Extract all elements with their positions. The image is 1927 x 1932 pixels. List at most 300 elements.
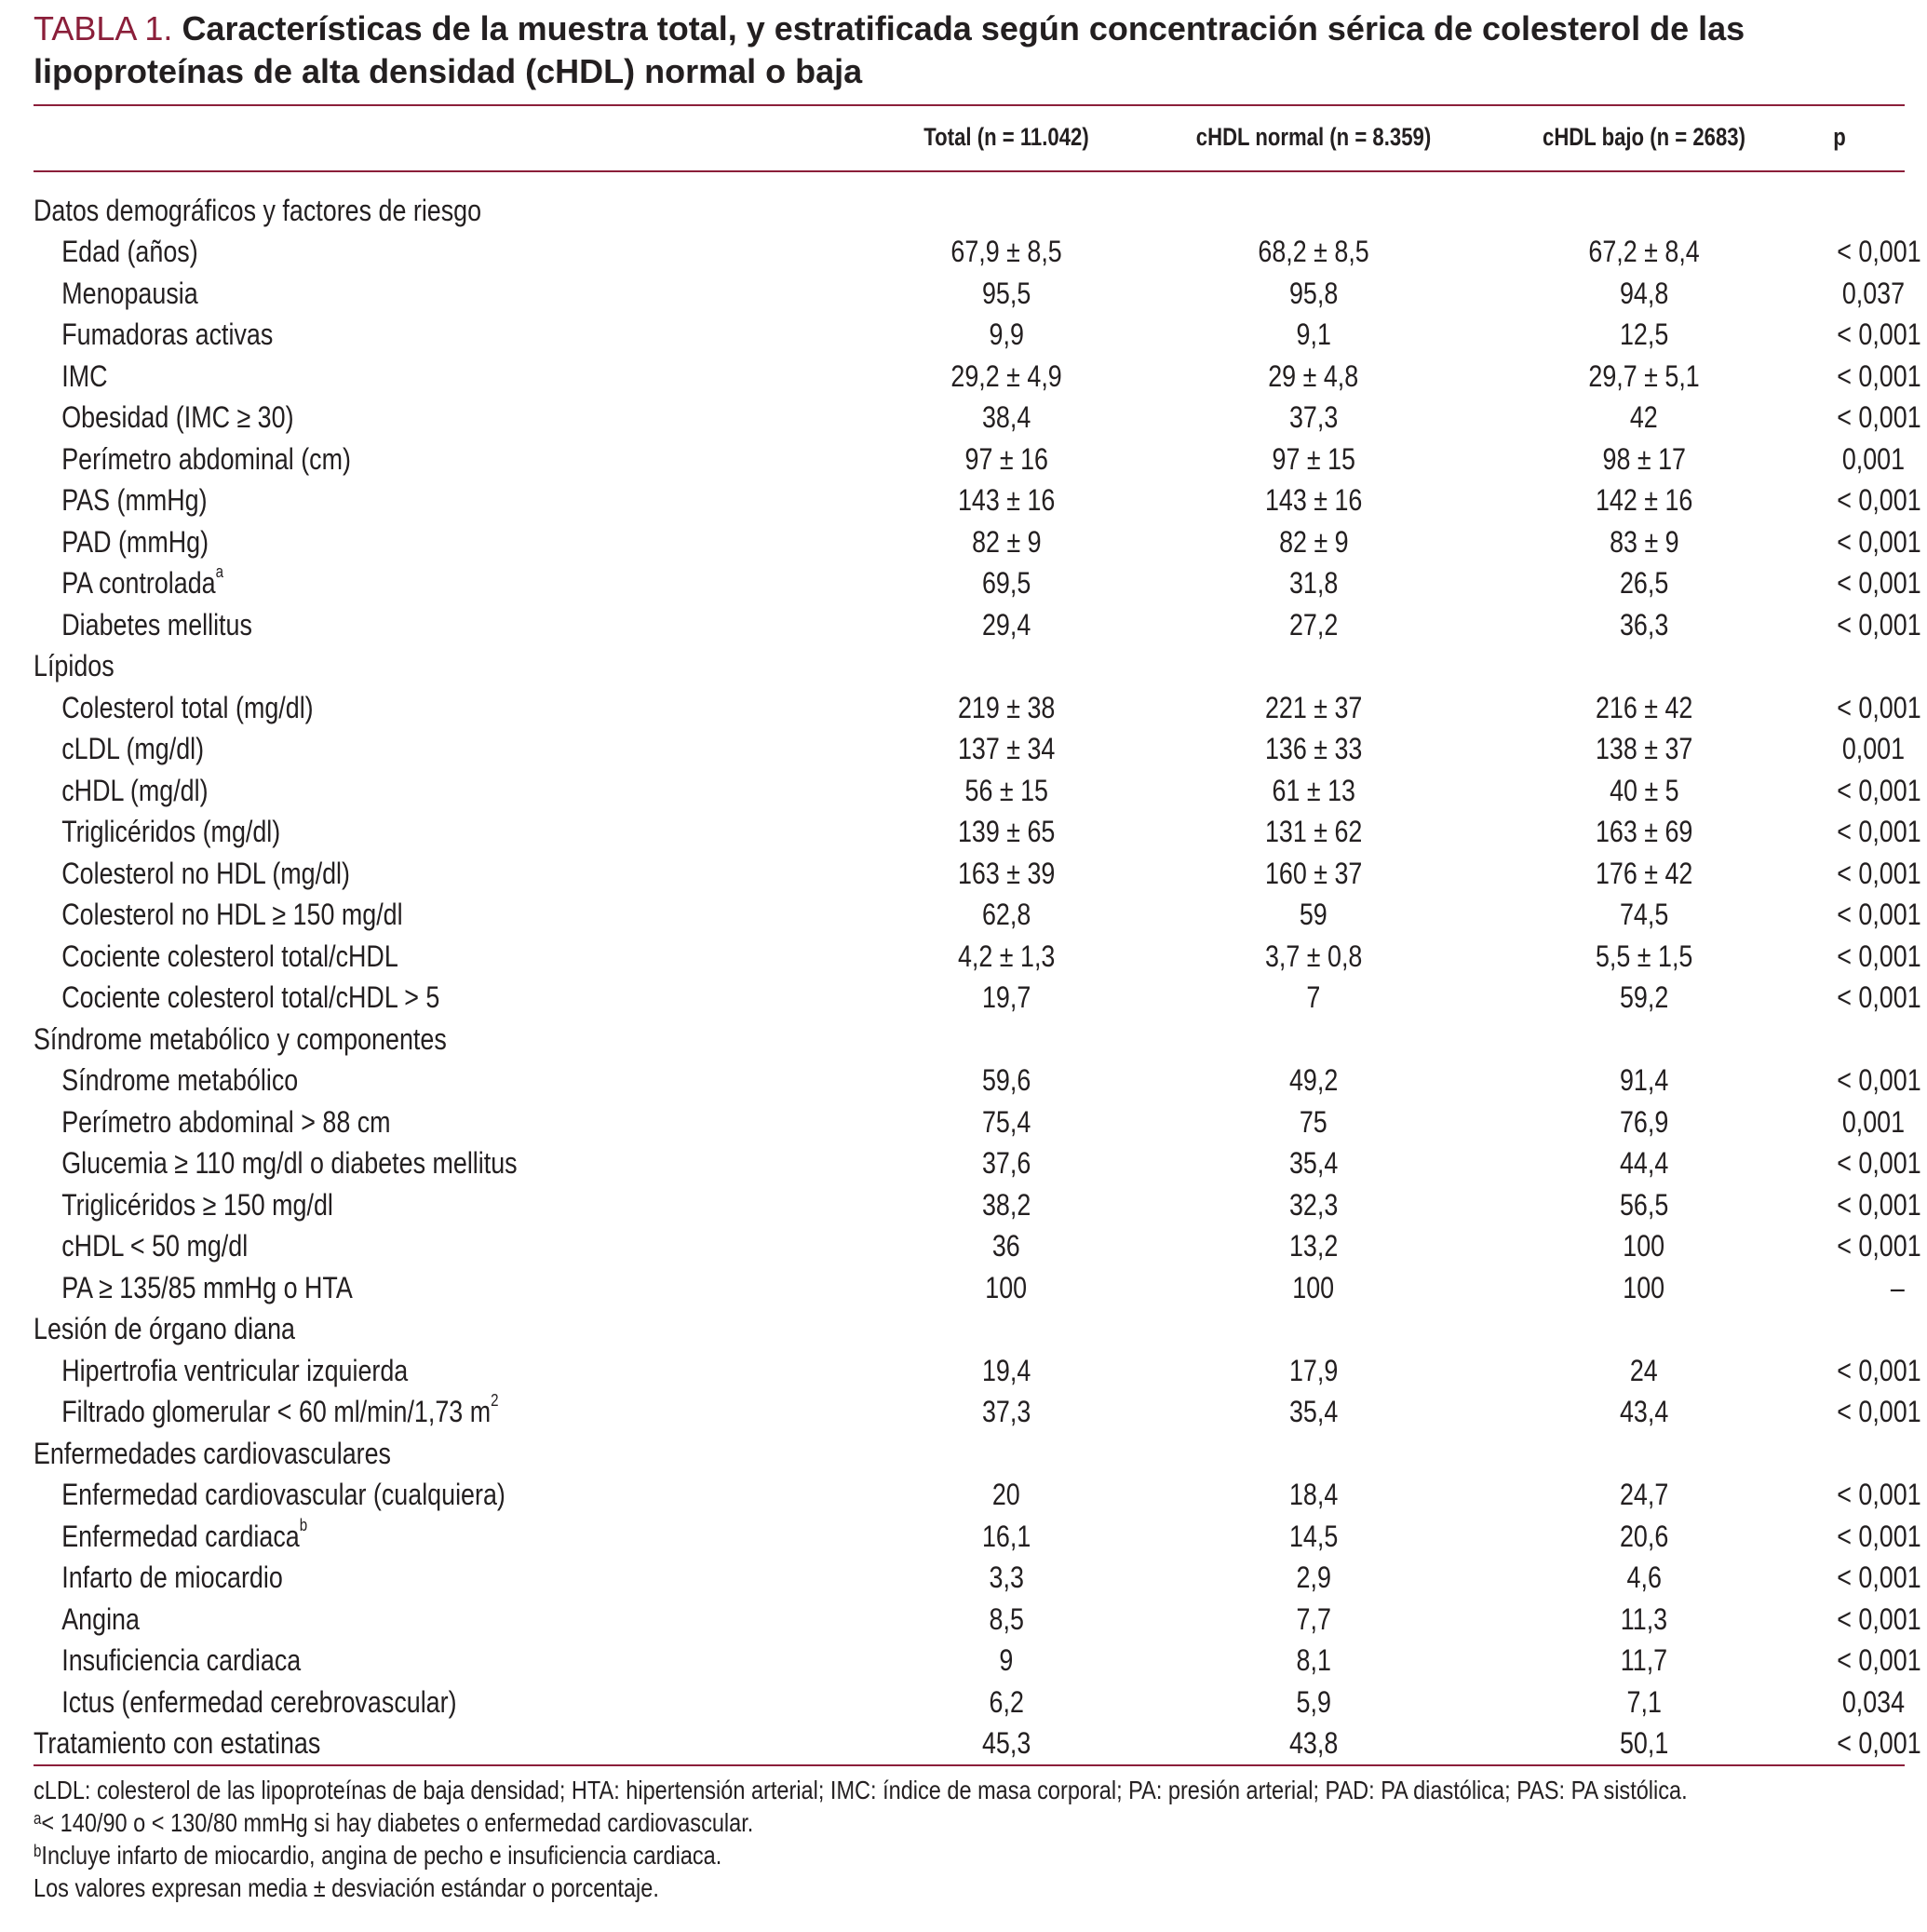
- cell-p: [1821, 1516, 1921, 1558]
- cell-p: [1821, 1599, 1921, 1641]
- cell-low-value: 76,9: [1619, 1104, 1669, 1139]
- row-label-cell: [34, 770, 853, 812]
- label-text: Fumadoras activas: [61, 317, 274, 352]
- cell-low: [1467, 398, 1821, 439]
- cell-normal: [1160, 812, 1467, 854]
- cell-total: [853, 1599, 1160, 1641]
- cell-total: [853, 1516, 1160, 1558]
- footnotes: [34, 1774, 1905, 1904]
- cell-total: [853, 521, 1160, 563]
- table-row: [34, 1558, 1905, 1600]
- cell-p: [1821, 853, 1921, 895]
- cell-normal: [1160, 770, 1467, 812]
- label-text: Triglicéridos (mg/dl): [61, 815, 281, 849]
- row-label-cell: [34, 356, 853, 398]
- cell-total-value: 82 ± 9: [971, 524, 1042, 559]
- cell-p-value: < 0,001: [1837, 1229, 1921, 1263]
- cell-normal-value: 43,8: [1288, 1726, 1339, 1761]
- cell-total-value: 20: [992, 1478, 1020, 1512]
- label-text: Enfermedades cardiovasculares: [34, 1436, 391, 1470]
- cell-p-value: < 0,001: [1837, 1519, 1921, 1553]
- cell-normal-value: 31,8: [1288, 566, 1339, 601]
- cell-normal: [1160, 521, 1467, 563]
- table-row: [34, 687, 1905, 729]
- column-header-low: cHDL bajo (n = 2683): [1543, 123, 1745, 151]
- cell-total: [853, 1184, 1160, 1226]
- cell-p-value: < 0,001: [1837, 400, 1921, 435]
- table-row: [34, 1350, 1905, 1392]
- table-row: [34, 1184, 1905, 1226]
- row-label-cell: [34, 1599, 853, 1641]
- cell-low: [1467, 770, 1821, 812]
- section-row: [34, 1019, 1905, 1061]
- cell-p-value: < 0,001: [1837, 980, 1921, 1015]
- cell-normal-value: 59: [1300, 898, 1327, 932]
- cell-normal-value: 7,7: [1296, 1601, 1331, 1636]
- cell-normal: [1160, 1723, 1467, 1765]
- section-row: [34, 1723, 1905, 1765]
- cell-normal-value: 95,8: [1288, 276, 1339, 310]
- label-text: Angina: [61, 1601, 140, 1636]
- label-text: Hipertrofia ventricular izquierda: [61, 1353, 409, 1387]
- cell-low: [1467, 1558, 1821, 1600]
- cell-normal-value: 100: [1292, 1270, 1335, 1304]
- row-label: [34, 1515, 308, 1554]
- cell-low: [1467, 1723, 1821, 1765]
- cell-normal: [1160, 563, 1467, 605]
- section-row: [34, 190, 1905, 232]
- row-label: [34, 525, 209, 560]
- cell-normal-value: 2,9: [1296, 1560, 1331, 1595]
- cell-total-value: 8,5: [989, 1601, 1024, 1636]
- row-label-cell: [34, 1061, 853, 1102]
- section-label: [34, 194, 481, 228]
- cell-normal: [1160, 1226, 1467, 1268]
- cell-p: [1821, 1101, 1905, 1143]
- cell-normal-value: 75: [1300, 1104, 1327, 1139]
- cell-low-value: 56,5: [1619, 1187, 1669, 1222]
- table-row: [34, 936, 1905, 978]
- cell-low: [1467, 1061, 1821, 1102]
- row-label: [34, 1560, 283, 1595]
- label-text: cHDL < 50 mg/dl: [61, 1229, 249, 1263]
- label-text: Ictus (enfermedad cerebrovascular): [61, 1684, 457, 1719]
- cell-low: [1467, 190, 1821, 232]
- cell-low: [1467, 1309, 1821, 1351]
- row-label-cell: [34, 1226, 853, 1268]
- cell-p: [1821, 1143, 1921, 1185]
- cell-normal: [1160, 1475, 1467, 1517]
- cell-total: [853, 729, 1160, 771]
- cell-normal: [1160, 1433, 1467, 1475]
- cell-normal-value: 7: [1306, 980, 1321, 1015]
- cell-total-value: 19,7: [981, 980, 1031, 1015]
- cell-total: [853, 1101, 1160, 1143]
- cell-p-value: 0,037: [1841, 276, 1905, 310]
- header-rule: [34, 170, 1905, 172]
- cell-p: [1821, 604, 1921, 646]
- cell-p-value: < 0,001: [1837, 1478, 1921, 1512]
- row-label-cell: [34, 521, 853, 563]
- cell-normal: [1160, 232, 1467, 274]
- cell-p-value: < 0,001: [1837, 815, 1921, 849]
- footnote-a-mark: a: [34, 1809, 42, 1828]
- label-superscript: a: [215, 562, 224, 582]
- row-label-cell: [34, 439, 853, 480]
- cell-total-value: 37,3: [981, 1395, 1031, 1429]
- row-label-cell: [34, 1641, 853, 1682]
- cell-low-value: 43,4: [1619, 1395, 1669, 1429]
- row-label: [34, 562, 224, 601]
- cell-normal: [1160, 480, 1467, 522]
- cell-low-value: 100: [1623, 1229, 1665, 1263]
- row-label-cell: [34, 1143, 853, 1185]
- cell-total: [853, 646, 1160, 688]
- cell-total: [853, 978, 1160, 1020]
- cell-low: [1467, 1143, 1821, 1185]
- cell-p: [1821, 232, 1921, 274]
- table-row: [34, 770, 1905, 812]
- label-text: Glucemia ≥ 110 mg/dl o diabetes mellitus: [61, 1146, 518, 1181]
- table-row: [34, 1226, 1905, 1268]
- row-label: [34, 1105, 391, 1140]
- cell-total: [853, 687, 1160, 729]
- cell-low: [1467, 1682, 1821, 1723]
- cell-normal-value: 221 ± 37: [1264, 690, 1363, 724]
- cell-total: [853, 1267, 1160, 1309]
- cell-total-value: 29,2 ± 4,9: [950, 358, 1062, 393]
- cell-low: [1467, 1184, 1821, 1226]
- row-label: [34, 1271, 353, 1305]
- table-row: [34, 1516, 1905, 1558]
- cell-low: [1467, 315, 1821, 357]
- cell-normal-value: 61 ± 13: [1272, 773, 1355, 807]
- cell-p: [1821, 687, 1921, 729]
- table-row: [34, 1641, 1905, 1682]
- cell-low-value: 5,5 ± 1,5: [1595, 939, 1693, 973]
- cell-p-value: < 0,001: [1837, 235, 1921, 269]
- cell-p: [1821, 1267, 1905, 1309]
- cell-normal: [1160, 895, 1467, 937]
- cell-total-value: 163 ± 39: [957, 856, 1056, 890]
- section-label-cell: [34, 190, 853, 232]
- section-label-cell: [34, 1309, 853, 1351]
- table-row: [34, 729, 1905, 771]
- cell-total: [853, 812, 1160, 854]
- cell-normal: [1160, 1019, 1467, 1061]
- label-text: Tratamiento con estatinas: [34, 1726, 321, 1761]
- label-text: Lesión de órgano diana: [34, 1312, 295, 1346]
- cell-total: [853, 439, 1160, 480]
- cell-low: [1467, 1019, 1821, 1061]
- cell-total-value: 69,5: [981, 566, 1031, 601]
- cell-low: [1467, 1641, 1821, 1682]
- footnote-b-mark: b: [34, 1842, 42, 1860]
- label-text: Lípidos: [34, 649, 115, 683]
- cell-low-value: 11,7: [1620, 1643, 1668, 1678]
- cell-p: [1821, 936, 1921, 978]
- cell-low-value: 83 ± 9: [1609, 524, 1679, 559]
- cell-low: [1467, 895, 1821, 937]
- cell-p: [1821, 1392, 1921, 1434]
- cell-low: [1467, 646, 1821, 688]
- table-row: [34, 563, 1905, 605]
- cell-normal-value: 8,1: [1296, 1643, 1331, 1678]
- cell-low: [1467, 1226, 1821, 1268]
- top-rule: [34, 104, 1905, 106]
- cell-total-value: 139 ± 65: [957, 815, 1056, 849]
- cell-normal: [1160, 1143, 1467, 1185]
- cell-low-value: 36,3: [1619, 607, 1669, 642]
- cell-low-value: 11,3: [1620, 1601, 1668, 1636]
- cell-p-value: < 0,001: [1837, 358, 1921, 393]
- footnote-b-text: Incluye infarto de miocardio, angina de pecho e insuficiencia cardiaca.: [41, 1841, 722, 1870]
- cell-p: [1821, 1433, 1905, 1475]
- cell-low-value: 138 ± 37: [1595, 732, 1693, 766]
- column-header-total: Total (n = 11.042): [923, 123, 1089, 151]
- table-row: [34, 315, 1905, 357]
- cell-low-value: 24,7: [1619, 1478, 1669, 1512]
- cell-p: [1821, 563, 1921, 605]
- cell-p-value: 0,001: [1841, 441, 1905, 476]
- cell-p-value: < 0,001: [1837, 898, 1921, 932]
- row-label-cell: [34, 1558, 853, 1600]
- cell-low-value: 100: [1623, 1270, 1665, 1304]
- row-label: [34, 1685, 457, 1720]
- cell-normal-value: 131 ± 62: [1264, 815, 1363, 849]
- table-row: [34, 604, 1905, 646]
- cell-normal: [1160, 1267, 1467, 1309]
- cell-total: [853, 1433, 1160, 1475]
- cell-low-value: 74,5: [1619, 898, 1669, 932]
- cell-p-value: –: [1891, 1270, 1905, 1304]
- cell-total: [853, 563, 1160, 605]
- table-row: [34, 895, 1905, 937]
- cell-total-value: 38,2: [981, 1187, 1031, 1222]
- label-superscript: 2: [491, 1391, 499, 1411]
- cell-normal-value: 13,2: [1288, 1229, 1339, 1263]
- cell-low: [1467, 853, 1821, 895]
- cell-low-value: 59,2: [1619, 980, 1669, 1015]
- cell-p: [1821, 356, 1921, 398]
- row-label: [34, 235, 198, 269]
- label-text: PA controlada: [61, 566, 216, 601]
- cell-low: [1467, 1267, 1821, 1309]
- cell-normal: [1160, 1061, 1467, 1102]
- row-label: [34, 857, 350, 891]
- label-text: Enfermedad cardiovascular (cualquiera): [61, 1478, 505, 1512]
- table-row: [34, 812, 1905, 854]
- cell-low-value: 176 ± 42: [1595, 856, 1693, 890]
- cell-p: [1821, 1350, 1921, 1392]
- cell-p: [1821, 190, 1905, 232]
- cell-p-value: < 0,001: [1837, 1063, 1921, 1098]
- table-row: [34, 1143, 1905, 1185]
- row-label: [34, 691, 314, 725]
- cell-low-value: 44,4: [1619, 1146, 1669, 1181]
- row-label-cell: [34, 232, 853, 274]
- cell-total: [853, 770, 1160, 812]
- table-body: [34, 190, 1921, 1764]
- cell-total: [853, 232, 1160, 274]
- cell-total-value: 67,9 ± 8,5: [950, 235, 1062, 269]
- column-header-p: p: [1833, 123, 1846, 151]
- row-label: [34, 608, 252, 642]
- cell-normal: [1160, 190, 1467, 232]
- cell-p: [1821, 895, 1921, 937]
- cell-low-value: 26,5: [1619, 566, 1669, 601]
- row-label: [34, 359, 108, 394]
- table-row: [34, 1267, 1905, 1309]
- cell-normal: [1160, 273, 1467, 315]
- row-label: [34, 980, 439, 1015]
- cell-total: [853, 936, 1160, 978]
- row-label-cell: [34, 936, 853, 978]
- cell-p-value: < 0,001: [1837, 1726, 1921, 1761]
- cell-p: [1821, 1558, 1921, 1600]
- cell-total: [853, 1682, 1160, 1723]
- section-label: [34, 1726, 320, 1761]
- cell-total: [853, 1226, 1160, 1268]
- row-label-cell: [34, 563, 853, 605]
- row-label: [34, 732, 204, 766]
- label-text: PAS (mmHg): [61, 483, 208, 518]
- table-row: [34, 398, 1905, 439]
- row-label: [34, 774, 209, 808]
- row-label: [34, 277, 198, 311]
- cell-p-value: < 0,001: [1837, 1395, 1921, 1429]
- label-text: Síndrome metabólico y componentes: [34, 1021, 447, 1056]
- row-label-cell: [34, 812, 853, 854]
- label-text: Colesterol total (mg/dl): [61, 690, 314, 724]
- cell-p: [1821, 1019, 1905, 1061]
- cell-total: [853, 1019, 1160, 1061]
- footnote-a: [34, 1806, 1605, 1839]
- row-label: [34, 483, 208, 518]
- cell-normal: [1160, 1599, 1467, 1641]
- row-label-cell: [34, 1682, 853, 1723]
- row-label: [34, 1643, 301, 1678]
- cell-low: [1467, 604, 1821, 646]
- cell-low-value: 7,1: [1626, 1684, 1662, 1719]
- label-text: Cociente colesterol total/cHDL: [61, 939, 398, 973]
- cell-low-value: 24: [1630, 1353, 1658, 1387]
- cell-low-value: 98 ± 17: [1602, 441, 1686, 476]
- row-label-cell: [34, 1392, 853, 1434]
- table-row: [34, 1101, 1905, 1143]
- cell-low: [1467, 1516, 1821, 1558]
- row-label-cell: [34, 687, 853, 729]
- cell-total: [853, 1558, 1160, 1600]
- cell-low-value: 29,7 ± 5,1: [1588, 358, 1700, 393]
- cell-normal: [1160, 1641, 1467, 1682]
- cell-low-value: 94,8: [1619, 276, 1669, 310]
- cell-total-value: 9,9: [989, 317, 1024, 352]
- cell-normal: [1160, 398, 1467, 439]
- cell-total-value: 97 ± 16: [964, 441, 1048, 476]
- cell-p-value: < 0,001: [1837, 566, 1921, 601]
- label-text: Obesidad (IMC ≥ 30): [61, 400, 294, 435]
- cell-low: [1467, 1599, 1821, 1641]
- table-row: [34, 1599, 1905, 1641]
- cell-p: [1821, 978, 1921, 1020]
- cell-normal: [1160, 1682, 1467, 1723]
- table-row: [34, 853, 1905, 895]
- cell-low: [1467, 1475, 1821, 1517]
- row-label-cell: [34, 273, 853, 315]
- row-label-cell: [34, 978, 853, 1020]
- footnote-b: [34, 1839, 1605, 1871]
- cell-p: [1821, 729, 1905, 771]
- cell-normal-value: 5,9: [1296, 1684, 1331, 1719]
- cell-p-value: < 0,001: [1837, 317, 1921, 352]
- cell-normal: [1160, 936, 1467, 978]
- cell-total: [853, 1392, 1160, 1434]
- row-label: [34, 1478, 505, 1512]
- cell-normal: [1160, 439, 1467, 480]
- cell-low-value: 216 ± 42: [1595, 690, 1693, 724]
- label-superscript: b: [299, 1515, 308, 1534]
- cell-total-value: 6,2: [989, 1684, 1024, 1719]
- cell-total: [853, 895, 1160, 937]
- label-text: Perímetro abdominal > 88 cm: [61, 1104, 391, 1139]
- row-label: [34, 1391, 499, 1429]
- table-row: [34, 1475, 1905, 1517]
- cell-low: [1467, 1392, 1821, 1434]
- label-text: Diabetes mellitus: [61, 607, 252, 642]
- cell-p: [1821, 315, 1921, 357]
- cell-total-value: 38,4: [981, 400, 1031, 435]
- cell-p: [1821, 521, 1921, 563]
- table-row: [34, 1392, 1905, 1434]
- cell-total-value: 219 ± 38: [957, 690, 1056, 724]
- cell-p: [1821, 1309, 1905, 1351]
- table-row: [34, 1682, 1905, 1723]
- row-label-cell: [34, 853, 853, 895]
- cell-p: [1821, 812, 1921, 854]
- section-label: [34, 1437, 391, 1471]
- row-label: [34, 1188, 333, 1223]
- cell-normal: [1160, 315, 1467, 357]
- section-row: [34, 1309, 1905, 1351]
- cell-low: [1467, 1350, 1821, 1392]
- row-label: [34, 1354, 408, 1388]
- cell-total: [853, 480, 1160, 522]
- cell-low: [1467, 356, 1821, 398]
- row-label-cell: [34, 604, 853, 646]
- cell-total-value: 95,5: [981, 276, 1031, 310]
- table-title: [34, 7, 1886, 93]
- cell-normal: [1160, 1558, 1467, 1600]
- cell-total-value: 36: [992, 1229, 1020, 1263]
- cell-total-value: 45,3: [981, 1726, 1031, 1761]
- cell-p-value: < 0,001: [1837, 1146, 1921, 1181]
- label-text: Edad (años): [61, 235, 198, 269]
- cell-low-value: 142 ± 16: [1595, 483, 1693, 518]
- section-label-cell: [34, 1433, 853, 1475]
- cell-p-value: < 0,001: [1837, 1601, 1921, 1636]
- label-text: Insuficiencia cardiaca: [61, 1643, 302, 1678]
- cell-total: [853, 1309, 1160, 1351]
- table-row: [34, 978, 1905, 1020]
- cell-p-value: < 0,001: [1837, 1187, 1921, 1222]
- cell-normal: [1160, 687, 1467, 729]
- cell-low-value: 4,6: [1626, 1560, 1662, 1595]
- cell-low: [1467, 729, 1821, 771]
- label-text: Colesterol no HDL ≥ 150 mg/dl: [61, 898, 403, 932]
- cell-total: [853, 1350, 1160, 1392]
- cell-normal-value: 14,5: [1288, 1519, 1339, 1553]
